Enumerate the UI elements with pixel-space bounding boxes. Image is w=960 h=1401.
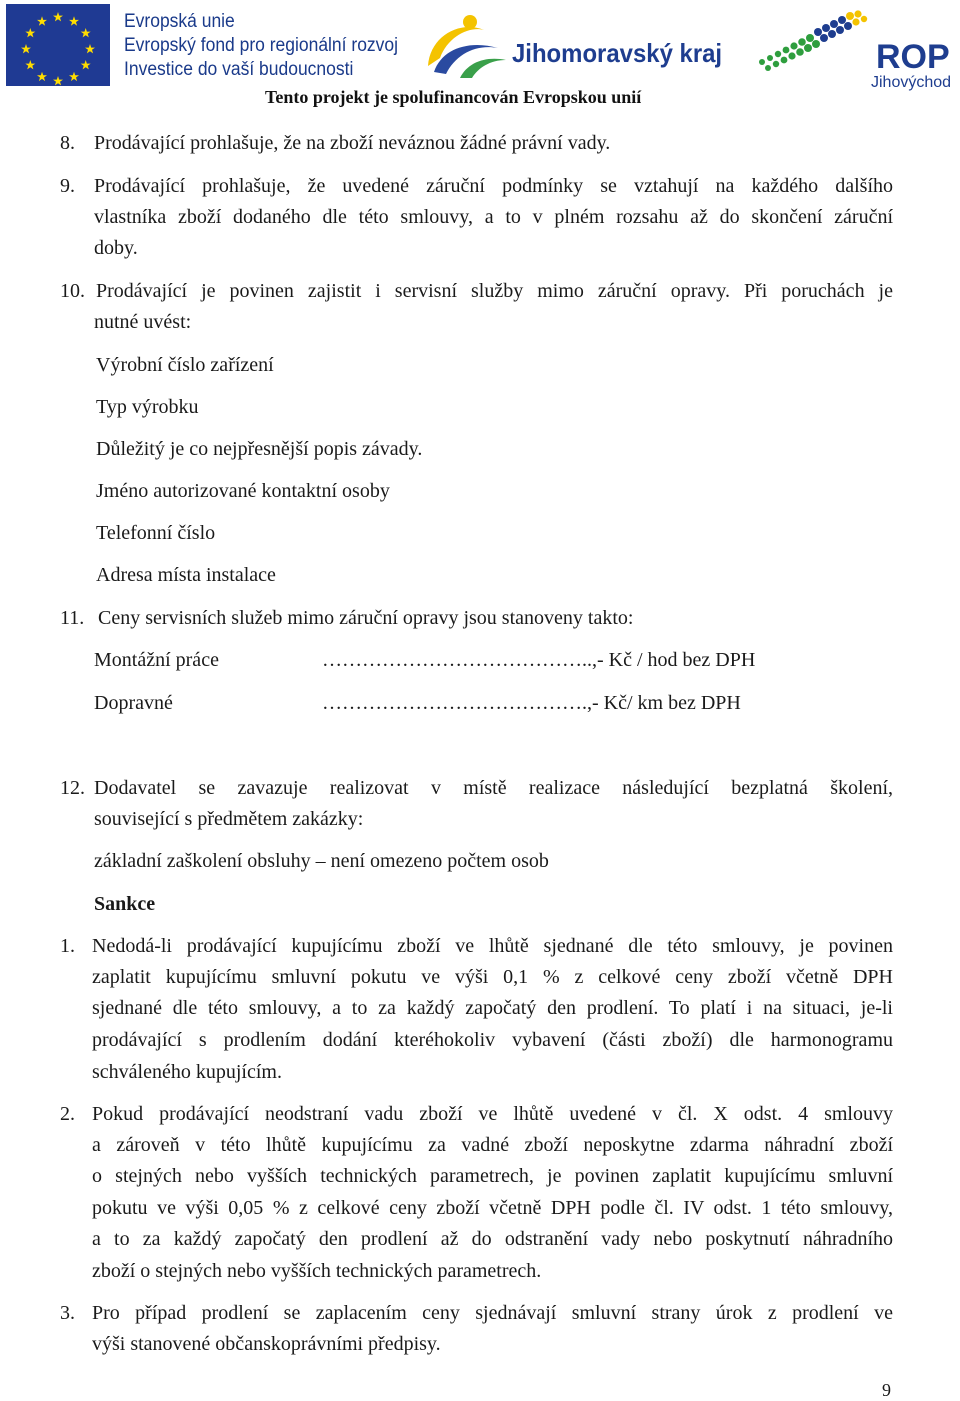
eu-logo-text	[124, 10, 398, 82]
sankce-1-number: 1.	[60, 935, 75, 957]
price-label-assembly: Montážní práce	[94, 649, 219, 671]
requirement-contact-person: Jméno autorizované kontaktní osoby	[96, 480, 390, 502]
sankce-1-line-1: Nedodá-li prodávající kupujícímu zboží ve lhůtě sjednané dle této smlouvy, je povinen	[92, 935, 893, 957]
eu-flag-logo	[6, 4, 110, 86]
eu-line-3: Investice do vaší budoucnosti	[124, 59, 354, 80]
item-9-line-2: vlastníka zboží dodaného dle této smlouvy, a to v plném rozsahu až do skončení záruční	[94, 206, 893, 228]
eu-line-2: Evropský fond pro regionální rozvoj	[124, 35, 399, 56]
rop-name: ROP	[876, 38, 950, 76]
training-text: základní zaškolení obsluhy – není omezeno počtem osob	[94, 850, 549, 872]
sankce-2-line-1: Pokud prodávající neodstraní vadu zboží ve lhůtě uvedené v čl. X odst. 4 smlouvy	[92, 1103, 893, 1125]
sankce-2-line-2: a zároveň v této lhůtě kupujícímu za vadné zboží neposkytne zdarma náhradní zboží	[92, 1134, 893, 1156]
price-value-assembly: …………………………………..,- Kč / hod bez DPH	[322, 649, 756, 671]
sankce-2-line-6: zboží o stejných nebo vyšších technických parametrech.	[92, 1260, 542, 1282]
item-12-line-1: Dodavatel se zavazuje realizovat v místě realizace následující bezplatná školení,	[94, 777, 893, 799]
sankce-3-line-2: výši stanovené občanskoprávními předpisy.	[92, 1333, 441, 1355]
sankce-2-line-4: pokutu ve výši 0,05 % z celkové ceny zboží včetně DPH podle čl. IV odst. 1 této smlouvy,	[92, 1197, 893, 1219]
eu-line-1: Evropská unie	[124, 11, 235, 32]
rop-logo-icon	[752, 10, 872, 72]
sankce-1-line-4: prodávající s prodlením dodání kteréhokoliv vybavení (části zboží) dle harmonogramu	[92, 1029, 893, 1051]
sankce-1-line-5: schváleného kupujícím.	[92, 1061, 282, 1083]
item-11-text: Ceny servisních služeb mimo záruční opravy jsou stanoveny takto:	[98, 607, 634, 629]
item-12-line-2: související s předmětem zakázky:	[94, 808, 364, 830]
price-value-transport: ………………………………….,- Kč/ km bez DPH	[322, 692, 741, 714]
region-name: Jihomoravský kraj	[512, 38, 723, 68]
price-label-transport: Dopravné	[94, 692, 173, 714]
requirement-install-address: Adresa místa instalace	[96, 564, 276, 586]
sankce-3-line-1: Pro případ prodlení se zaplacením ceny sjednávají smluvní strany úrok z prodlení ve	[92, 1302, 893, 1324]
requirement-fault-description: Důležitý je co nejpřesnější popis závady.	[96, 438, 423, 460]
item-10-line-2: nutné uvést:	[94, 311, 192, 333]
sankce-2-line-5: a to za každý započatý den prodlení až do odstranění vady nebo poskytnutí náhradního	[92, 1228, 893, 1250]
sankce-3-number: 3.	[60, 1302, 75, 1324]
rop-subtitle: Jihovýchod	[871, 74, 952, 91]
sankce-1-line-2: zaplatit kupujícímu smluvní pokutu ve výši 0,1 % z celkové ceny zboží včetně DPH	[92, 966, 893, 988]
requirement-product-type: Typ výrobku	[96, 396, 199, 418]
item-10-number: 10.	[60, 280, 85, 302]
item-9-number: 9.	[60, 175, 75, 197]
requirement-serial-number: Výrobní číslo zařízení	[96, 354, 274, 376]
jihomoravsky-kraj-logo-icon	[420, 14, 512, 78]
item-8-number: 8.	[60, 132, 75, 154]
sankce-heading: Sankce	[94, 893, 156, 915]
sankce-2-line-3: o stejných nebo vyšších technických parametrech, je povinen zaplatit kupujícímu smluvní	[92, 1165, 893, 1187]
item-10-line-1: Prodávající je povinen zajistit i servisní služby mimo záruční opravy. Při poruchách je	[96, 280, 893, 302]
item-11-number: 11.	[60, 607, 85, 629]
item-9-line-1: Prodávající prohlašuje, že uvedené záruční podmínky se vztahují na každého dalšího	[94, 175, 893, 197]
sankce-1-line-3: sjednané dle této smlouvy, a to za každý započatý den prodlení. To platí i na situaci, je-li	[92, 997, 893, 1019]
cofinancing-note: Tento projekt je spolufinancován Evropskou unií	[265, 87, 642, 107]
page-number: 9	[882, 1380, 891, 1400]
item-12-number: 12.	[60, 777, 85, 799]
item-8-text: Prodávající prohlašuje, že na zboží neváznou žádné právní vady.	[94, 132, 611, 154]
requirement-phone: Telefonní číslo	[96, 522, 216, 544]
item-9-line-3: doby.	[94, 237, 138, 259]
sankce-2-number: 2.	[60, 1103, 75, 1125]
